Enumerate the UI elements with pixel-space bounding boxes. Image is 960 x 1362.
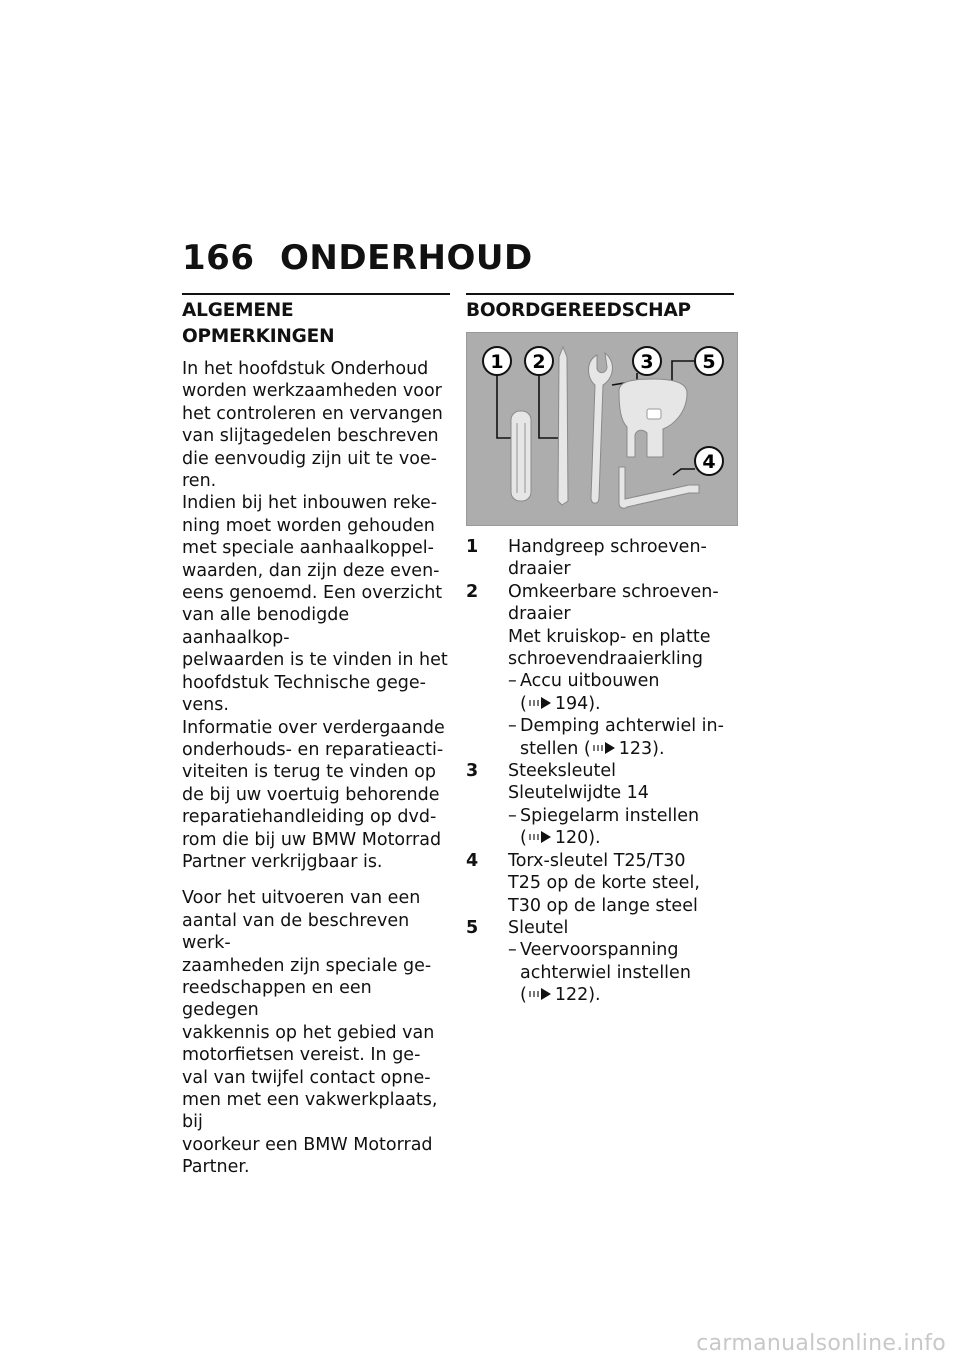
legend-subitem [508,670,734,715]
legend-number: 4 [466,850,479,871]
subitem-text: Demping achterwiel in- stellen ( [520,716,724,759]
svg-text:3: 3 [640,351,654,373]
section-title-general-notes: ALGEMENE OPMERKINGEN [182,300,335,347]
subitem-text: Spiegelarm instellen ( [520,805,700,849]
legend-text: Steeksleutel [508,761,616,782]
legend-text: T25 op de korte steel, T30 op de lange steel [508,873,700,916]
subitem-text: Veervoorspanning achterwiel instellen ( [520,940,691,1006]
page-reference-arrow-icon [592,741,616,755]
chapter-title: ONDERHOUD [280,238,533,278]
bullet-dash: – [508,671,517,692]
legend-item-2 [466,581,734,760]
page-reference[interactable]: 123). [618,738,665,759]
page-reference-arrow-icon [528,696,552,710]
legend-number: 5 [466,917,479,938]
legend-text: Torx-sleutel T25/T30 [508,850,686,871]
legend-text: Met kruiskop- en platte schroevendraaierkling [508,626,711,670]
legend-number: 2 [466,581,479,602]
legend-text: Sleutelwijdte 14 [508,783,649,804]
legend-item-3 [466,760,734,850]
t-handle-key-icon [619,379,687,457]
callout-2 [525,347,553,375]
callout-4 [695,447,723,475]
bullet-dash: – [508,940,517,961]
paragraph-repair-info: Informatie over verdergaande onderhouds- en reparatieacti- viteiten is terug te vinden op de bij uw voertuig behorende reparatiehandleiding op dvd- rom die bij uw BMW Motorrad Partner verkrijgbaar is. [182,717,445,872]
section-title-onboard-tools: BOORDGEREEDSCHAP [466,300,691,321]
watermark: carmanualsonline.info [696,1331,946,1356]
tool-legend [466,536,734,1007]
section-rule [466,293,734,295]
legend-subitem [508,939,734,1006]
bullet-dash: – [508,805,517,826]
page-header [182,238,533,278]
legend-number: 1 [466,537,479,557]
svg-text:4: 4 [702,451,716,473]
legend-text: Sleutel [508,917,569,938]
legend-item-1 [466,536,734,581]
section-rule [182,293,450,295]
torx-key-icon [619,467,699,508]
svg-text:2: 2 [532,351,546,373]
bullet-dash: – [508,716,517,737]
page-reference-arrow-icon [528,987,552,1001]
general-notes-column [182,293,450,1179]
legend-text: Omkeerbare schroeven- draaier [508,581,719,625]
subitem-text: Accu uitbouwen ( [520,671,660,714]
paragraph-intro: In het hoofdstuk Onderhoud worden werkzaamheden voor het controleren en vervangen van slijtagedelen beschreven die eenvoudig zijn uit te voe- ren. [182,359,443,492]
screwdriver-handle-icon [511,411,531,501]
callout-5 [695,347,723,375]
page-reference[interactable]: 194). [554,693,601,714]
svg-text:1: 1 [490,351,504,373]
page-reference[interactable]: 120). [554,828,601,849]
legend-number: 3 [466,761,479,782]
onboard-tools-column [466,293,734,1007]
toolkit-drawing [467,333,737,525]
legend-subitem [508,805,734,850]
reversible-screwdriver-icon [558,347,568,505]
page-reference-arrow-icon [528,830,552,844]
paragraph-torque: Indien bij het inbouwen reke- ning moet worden gehouden met speciale aanhaalkoppel- waarden, dan zijn deze even- eens genoemd. Een overzicht van alle benodigde aanhaalkop- pelwaarden is te vinden in het hoofdstuk Technische gege- vens. [182,493,448,716]
page-reference[interactable]: 122). [554,985,601,1006]
legend-item-4 [466,850,734,917]
toolkit-illustration [466,332,738,526]
leader-line-4 [673,469,695,475]
legend-item-5 [466,917,734,1007]
callout-3 [633,347,661,375]
open-end-wrench-icon [589,353,613,503]
legend-subitem [508,715,734,760]
leader-line-2 [539,373,559,438]
callout-1 [483,347,511,375]
paragraph-special-tools: Voor het uitvoeren van een aantal van de beschreven werk- zaamheden zijn speciale ge- reedschappen en een gedegen vakkennis op het gebied van motorfietsen vereist. In ge- val van twijfel contact opne- men met een vakwerkplaats, bij voorkeur een BMW Motorrad Partner. [182,888,438,1178]
svg-text:5: 5 [702,351,716,373]
page-number: 166 [182,238,255,278]
legend-text: Handgreep schroeven- draaier [508,537,707,580]
